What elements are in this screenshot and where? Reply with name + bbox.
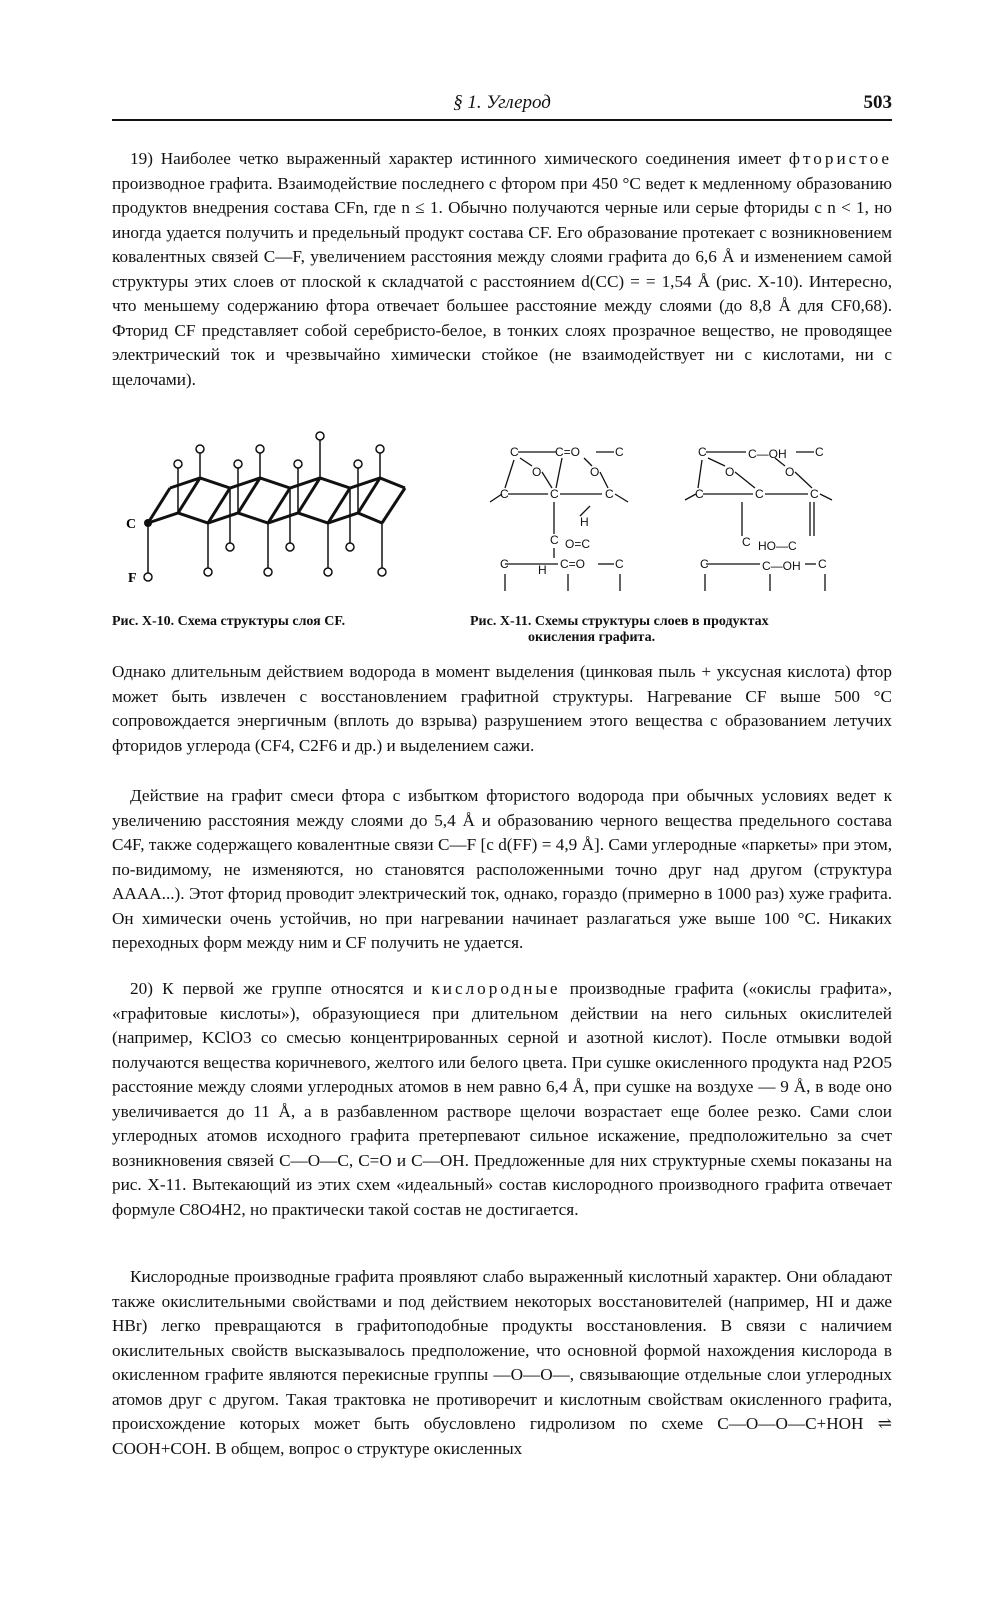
s1-c-eq-o-2: C=O bbox=[560, 557, 586, 571]
figure-x11-caption bbox=[470, 614, 890, 646]
s1-c1: C bbox=[510, 445, 519, 459]
s1-c8: C bbox=[615, 557, 624, 571]
s1-h1: H bbox=[580, 515, 589, 529]
s1-o2: O bbox=[590, 465, 600, 479]
paragraph-20-rest: производные графита («окислы графита», «графитовые кислоты»), образующиеся при длительном действии на него сильных окислителей (например, KClO3 со смесью концентрированных серной и азотной кислот). После отмывки водой получаются вещества коричневого, желтого или белого цвета. При сушке окисленного продукта над P2O5 расстояние между слоями углеродных атомов в нем равно 6,4 Å, при сушке на воздухе — 9 Å, в воде оно увеличивается до 11 Å, а в разбавленном растворе щелочи возрастает еще более резко. Сами слои углеродных атомов исходного графита претерпевают сильное искажение, предположительно за счет возникновения связей C—O—C, C=O и C—OH. Предложенные для них структурные схемы показаны на рис. X-11. Вытекающий из этих схем «идеальный» состав кислородного производного графита отвечает формуле C8O4H2, но практически такой состав не достигается. bbox=[112, 979, 892, 1219]
paragraph-oxygen-derivatives: Кислородные производные графита проявляют слабо выраженный кислотный характер. Они обладают также окислительными свойствами и под действием некоторых восстановителей (например, HI и даже HBr) легко превращаются в графитоподобные продукты восстановления. В связи с наличием окислительных свойств высказывалось предположение, что основной формой нахождения кислорода в окисленном графите являются перекисные группы —O—O—, связывающие отдельные слои углеродных атомов друг с другом. Такая трактовка не противоречит и кислотным свойствам окисленного графита, происхождение которых может быть обусловлено гидролизом по схеме C—O—O—C+HOH ⇌ COOH+COH. В общем, вопрос о структуре окисленных bbox=[112, 1267, 892, 1458]
header-rule bbox=[112, 119, 892, 121]
s1-c4: C bbox=[550, 487, 559, 501]
s1-h2: H bbox=[538, 563, 547, 577]
paragraph-20-start: 20) К первой же группе относятся и bbox=[130, 979, 432, 998]
label-fluorine: F bbox=[128, 571, 137, 586]
s2-o2: O bbox=[785, 465, 795, 479]
s1-c3: C bbox=[500, 487, 509, 501]
paragraph-hydrogen-reduction: Однако длительным действием водорода в момент выделения (цинковая пыль + уксусная кислота) фтор может быть извлечен с восстановлением графитной структуры. Нагревание CF выше 500 °С сопровождается энергичным (вплоть до взрыва) разрушением этого вещества с образованием летучих фторидов углерода (CF4, C2F6 и др.) и выделением сажи. bbox=[112, 662, 892, 755]
paragraph-19-rest: производное графита. Взаимодействие последнего с фтором при 450 °С ведет к медленному образованию продуктов внедрения состава CFn, где n ≤ 1. Обычно получаются черные или серые фториды с n < 1, но иногда удается получить и предельный продукт состава CF. Его образование протекает с возникновением ковалентных связей C—F, увеличением расстояния между слоями графита до 6,6 Å и изменением самой структуры этих слоев от плоской к складчатой с расстоянием d(CC) = = 1,54 Å (рис. X-10). Интересно, что меньшему содержанию фтора отвечает большее расстояние между слоями (до 8,8 Å для CF0,68). Фторид CF представляет собой серебристо-белое, в тонких слоях прозрачное вещество, не проводящее электрический ток и чрезвычайно химически стойкое (не взаимодействует ни с кислотами, ни с щелочами). bbox=[112, 173, 892, 389]
s2-c7: C bbox=[700, 557, 709, 571]
s2-ho-c: HO—C bbox=[758, 539, 797, 553]
page-header bbox=[112, 92, 892, 120]
paragraph-19-emphasis: фтористое bbox=[788, 149, 892, 168]
figure-x11-caption-line1: Рис. X-11. Схемы структуры слоев в продуктах bbox=[470, 614, 769, 629]
s2-c2: C bbox=[815, 445, 824, 459]
s2-c8: C bbox=[818, 557, 827, 571]
s2-o1: O bbox=[725, 465, 735, 479]
figure-x10-cf-layer bbox=[120, 428, 420, 608]
paragraph-19 bbox=[112, 147, 892, 392]
s1-o1: O bbox=[532, 465, 542, 479]
s2-c4: C bbox=[755, 487, 764, 501]
s1-c6: C bbox=[550, 533, 559, 547]
figure-x10-caption: Рис. X-10. Схема структуры слоя CF. bbox=[112, 614, 346, 629]
s1-c-eq-o: C=O bbox=[555, 445, 581, 459]
s2-c-dash-oh: C—OH bbox=[762, 559, 801, 573]
running-title: § 1. Углерод bbox=[453, 92, 551, 113]
label-carbon: C bbox=[126, 517, 137, 532]
paragraph-19-start: 19) Наиболее четко выраженный характер истинного химического соединения имеет bbox=[130, 149, 789, 168]
s1-o-eq-c: O=C bbox=[565, 537, 591, 551]
figure-x11-caption-line2: окисления графита. bbox=[528, 630, 656, 645]
paragraph-fluorine-mixture: Действие на графит смеси фтора с избытком фтористого водорода при обычных условиях ведет к увеличению расстояния между слоями до 5,4 Å и образованию черного вещества предельного состава C4F, также содержащего ковалентные связи C—F [с d(FF) = 4,9 Å]. Сами углеродные «паркеты» при этом, по-видимому, не изменяются, но становятся расположенными точно друг над другом (структура AAAA...). Этот фторид проводит электрический ток, однако, гораздо (примерно в 1000 раз) хуже графита. Он химически очень устойчив, но при нагревании начинает разлагаться уже выше 100 °С. Никаких переходных форм между ним и CF получить не удается. bbox=[112, 786, 892, 952]
s2-c1: C bbox=[698, 445, 707, 459]
paragraph-20-emphasis: кислородные bbox=[431, 979, 561, 998]
s1-c7: C bbox=[500, 557, 509, 571]
s1-c5: C bbox=[605, 487, 614, 501]
s1-c2: C bbox=[615, 445, 624, 459]
s2-c-oh: C—OH bbox=[748, 447, 787, 461]
s2-c3: C bbox=[695, 487, 704, 501]
s2-c6: C bbox=[742, 535, 751, 549]
page-number: 503 bbox=[863, 92, 892, 113]
s2-c5: C bbox=[810, 487, 819, 501]
figure-x11-oxidized-graphite bbox=[480, 436, 880, 606]
paragraph-20 bbox=[112, 977, 892, 1222]
